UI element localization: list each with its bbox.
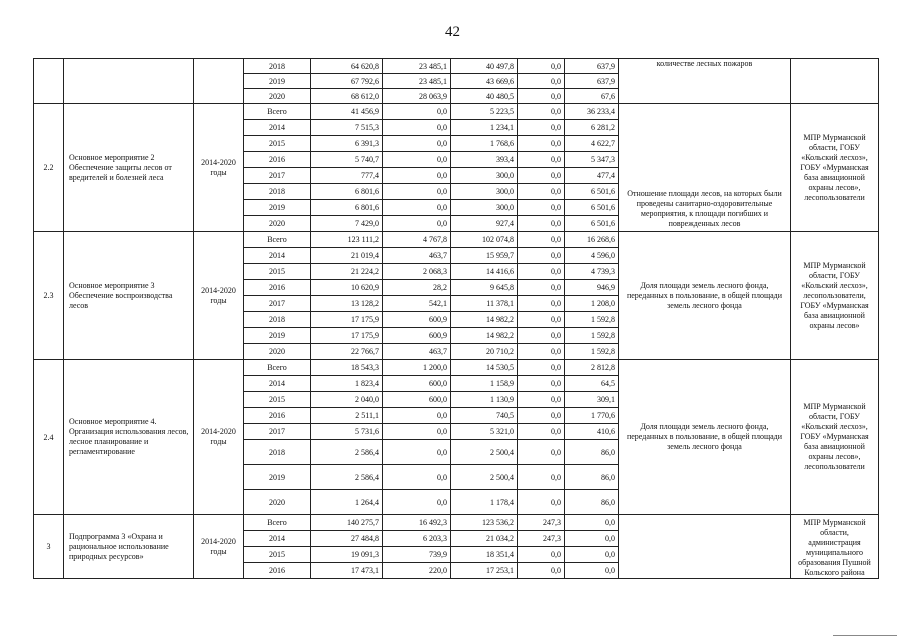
page-number: 42 [445, 24, 460, 40]
row-year: 2018 [244, 59, 311, 74]
program-table [33, 58, 878, 579]
row-value-c5: 0,0 [565, 547, 619, 563]
row-value-c5: 36 233,4 [565, 104, 619, 120]
scan-edge-line [833, 635, 897, 636]
row-value-c4: 247,3 [518, 531, 565, 547]
table-row [34, 515, 879, 531]
row-value-c1: 10 620,9 [311, 280, 383, 296]
row-value-c2: 0,0 [383, 200, 451, 216]
row-value-c3: 2 500,4 [451, 465, 518, 490]
row-value-c5: 0,0 [565, 563, 619, 579]
row-value-c4: 0,0 [518, 440, 565, 465]
table-row [34, 360, 879, 376]
row-value-c1: 67 792,6 [311, 74, 383, 89]
row-value-c1: 2 040,0 [311, 392, 383, 408]
row-value-c2: 0,0 [383, 216, 451, 232]
row-year: 2018 [244, 440, 311, 465]
row-value-c2: 0,0 [383, 104, 451, 120]
row-year: 2015 [244, 264, 311, 280]
row-year: 2016 [244, 152, 311, 168]
row-value-c4: 0,0 [518, 490, 565, 515]
row-value-c5: 1 592,8 [565, 344, 619, 360]
row-value-c5: 477,4 [565, 168, 619, 184]
row-year: 2015 [244, 392, 311, 408]
row-value-c1: 18 543,3 [311, 360, 383, 376]
row-value-c5: 16 268,6 [565, 232, 619, 248]
block-period: 2014-2020 годы [194, 360, 244, 515]
row-value-c3: 40 480,5 [451, 89, 518, 104]
row-value-c4: 0,0 [518, 168, 565, 184]
row-value-c1: 22 766,7 [311, 344, 383, 360]
row-value-c4: 0,0 [518, 104, 565, 120]
row-value-c4: 0,0 [518, 328, 565, 344]
row-value-c2: 1 200,0 [383, 360, 451, 376]
row-year: 2017 [244, 296, 311, 312]
row-value-c3: 300,0 [451, 200, 518, 216]
row-year: 2015 [244, 136, 311, 152]
row-value-c3: 21 034,2 [451, 531, 518, 547]
row-value-c5: 4 622,7 [565, 136, 619, 152]
row-value-c5: 2 812,8 [565, 360, 619, 376]
block-period: 2014-2020 годы [194, 104, 244, 232]
row-value-c1: 6 801,6 [311, 184, 383, 200]
block-responsible: МПР Мурманской области, ГОБУ «Кольский лесхоз», лесопользователи, ГОБУ «Мурманская база авиационной охраны лесов» [791, 232, 879, 360]
row-value-c3: 740,5 [451, 408, 518, 424]
row-value-c4: 0,0 [518, 184, 565, 200]
row-value-c3: 20 710,2 [451, 344, 518, 360]
block-code: 2.4 [34, 360, 64, 515]
row-year: Всего [244, 360, 311, 376]
row-value-c2: 0,0 [383, 120, 451, 136]
row-value-c3: 14 982,2 [451, 328, 518, 344]
row-value-c3: 40 497,8 [451, 59, 518, 74]
table-row [34, 104, 879, 120]
row-value-c5: 946,9 [565, 280, 619, 296]
row-value-c1: 1 264,4 [311, 490, 383, 515]
block-name: Основное мероприятие 4. Организация использования лесов, лесное планирование и регламентирование [64, 360, 194, 515]
row-value-c4: 0,0 [518, 344, 565, 360]
row-value-c2: 0,0 [383, 440, 451, 465]
row-value-c1: 2 586,4 [311, 440, 383, 465]
row-year: 2019 [244, 200, 311, 216]
row-value-c1: 27 484,8 [311, 531, 383, 547]
row-value-c1: 6 801,6 [311, 200, 383, 216]
row-value-c1: 13 128,2 [311, 296, 383, 312]
row-value-c1: 41 456,9 [311, 104, 383, 120]
row-value-c2: 4 767,8 [383, 232, 451, 248]
row-year: 2017 [244, 168, 311, 184]
row-value-c5: 0,0 [565, 515, 619, 531]
row-year: 2016 [244, 280, 311, 296]
row-value-c3: 9 645,8 [451, 280, 518, 296]
row-year: 2015 [244, 547, 311, 563]
row-value-c2: 600,0 [383, 392, 451, 408]
row-value-c4: 0,0 [518, 59, 565, 74]
table-row [34, 59, 879, 74]
row-year: 2014 [244, 376, 311, 392]
block-code: 2.3 [34, 232, 64, 360]
row-value-c4: 0,0 [518, 408, 565, 424]
row-value-c3: 5 223,5 [451, 104, 518, 120]
row-value-c2: 16 492,3 [383, 515, 451, 531]
row-value-c3: 43 669,6 [451, 74, 518, 89]
block-name: Основное мероприятие 3 Обеспечение воспроизводства лесов [64, 232, 194, 360]
row-value-c1: 2 511,1 [311, 408, 383, 424]
block-name [64, 59, 194, 104]
block-responsible: МПР Мурманской области, ГОБУ «Кольский лесхоз», ГОБУ «Мурманская база авиационной охраны лесов», лесопользователи [791, 360, 879, 515]
row-value-c2: 0,0 [383, 152, 451, 168]
row-value-c4: 0,0 [518, 216, 565, 232]
row-value-c4: 0,0 [518, 360, 565, 376]
row-value-c3: 18 351,4 [451, 547, 518, 563]
row-value-c5: 86,0 [565, 490, 619, 515]
row-value-c2: 0,0 [383, 168, 451, 184]
row-year: 2017 [244, 424, 311, 440]
row-value-c1: 777,4 [311, 168, 383, 184]
row-value-c1: 123 111,2 [311, 232, 383, 248]
block-code: 2.2 [34, 104, 64, 232]
row-value-c2: 23 485,1 [383, 74, 451, 89]
block-indicator: Доля площади земель лесного фонда, переданных в пользование, в общей площади земель лесного фонда [619, 360, 791, 515]
row-year: 2014 [244, 248, 311, 264]
block-code [34, 59, 64, 104]
row-value-c2: 0,0 [383, 408, 451, 424]
row-value-c2: 0,0 [383, 490, 451, 515]
row-value-c5: 6 501,6 [565, 184, 619, 200]
block-name: Подпрограмма 3 «Охрана и рациональное использование природных ресурсов» [64, 515, 194, 579]
row-value-c4: 0,0 [518, 248, 565, 264]
row-year: 2018 [244, 184, 311, 200]
row-value-c1: 1 823,4 [311, 376, 383, 392]
row-value-c5: 6 281,2 [565, 120, 619, 136]
row-value-c5: 6 501,6 [565, 200, 619, 216]
row-value-c1: 21 224,2 [311, 264, 383, 280]
row-value-c1: 7 515,3 [311, 120, 383, 136]
row-value-c1: 17 473,1 [311, 563, 383, 579]
row-year: 2019 [244, 465, 311, 490]
row-year: Всего [244, 515, 311, 531]
block-responsible: МПР Мурманской области, ГОБУ «Кольский лесхоз», ГОБУ «Мурманская база авиационной охраны лесов», лесопользователи [791, 104, 879, 232]
block-indicator: количестве лесных пожаров [619, 59, 791, 104]
row-value-c3: 300,0 [451, 184, 518, 200]
block-code: 3 [34, 515, 64, 579]
row-year: 2016 [244, 563, 311, 579]
row-year: 2020 [244, 490, 311, 515]
block-indicator: Доля площади земель лесного фонда, переданных в пользование, в общей площади земель лесного фонда [619, 232, 791, 360]
row-value-c2: 0,0 [383, 465, 451, 490]
row-value-c5: 67,6 [565, 89, 619, 104]
row-year: 2020 [244, 216, 311, 232]
row-value-c1: 6 391,3 [311, 136, 383, 152]
row-value-c4: 0,0 [518, 200, 565, 216]
row-value-c1: 5 731,6 [311, 424, 383, 440]
row-year: 2014 [244, 120, 311, 136]
row-value-c4: 0,0 [518, 89, 565, 104]
row-value-c4: 0,0 [518, 120, 565, 136]
row-value-c5: 86,0 [565, 440, 619, 465]
block-period [194, 59, 244, 104]
block-period: 2014-2020 годы [194, 232, 244, 360]
row-year: 2014 [244, 531, 311, 547]
row-value-c1: 17 175,9 [311, 328, 383, 344]
row-value-c5: 410,6 [565, 424, 619, 440]
block-responsible [791, 59, 879, 104]
row-value-c4: 0,0 [518, 296, 565, 312]
block-indicator [619, 515, 791, 579]
row-value-c5: 86,0 [565, 465, 619, 490]
row-value-c3: 14 416,6 [451, 264, 518, 280]
row-value-c5: 309,1 [565, 392, 619, 408]
row-value-c1: 5 740,7 [311, 152, 383, 168]
row-value-c1: 19 091,3 [311, 547, 383, 563]
row-year: 2019 [244, 74, 311, 89]
row-value-c4: 0,0 [518, 280, 565, 296]
row-value-c4: 0,0 [518, 264, 565, 280]
row-value-c4: 247,3 [518, 515, 565, 531]
row-value-c5: 637,9 [565, 74, 619, 89]
row-value-c2: 600,9 [383, 312, 451, 328]
block-name: Основное мероприятие 2 Обеспечение защиты лесов от вредителей и болезней леса [64, 104, 194, 232]
row-value-c4: 0,0 [518, 392, 565, 408]
row-value-c2: 2 068,3 [383, 264, 451, 280]
row-value-c4: 0,0 [518, 424, 565, 440]
row-value-c3: 14 530,5 [451, 360, 518, 376]
row-year: Всего [244, 104, 311, 120]
row-value-c4: 0,0 [518, 376, 565, 392]
row-value-c4: 0,0 [518, 465, 565, 490]
row-value-c2: 463,7 [383, 248, 451, 264]
row-year: Всего [244, 232, 311, 248]
row-value-c3: 123 536,2 [451, 515, 518, 531]
row-value-c3: 15 959,7 [451, 248, 518, 264]
block-period: 2014-2020 годы [194, 515, 244, 579]
row-value-c5: 1 208,0 [565, 296, 619, 312]
table-row [34, 232, 879, 248]
row-value-c2: 463,7 [383, 344, 451, 360]
block-responsible: МПР Мурманской области, администрация муниципального образования Пушной Кольского района [791, 515, 879, 579]
row-year: 2020 [244, 89, 311, 104]
row-value-c1: 140 275,7 [311, 515, 383, 531]
row-value-c3: 1 234,1 [451, 120, 518, 136]
row-value-c2: 0,0 [383, 184, 451, 200]
row-value-c3: 11 378,1 [451, 296, 518, 312]
row-value-c2: 542,1 [383, 296, 451, 312]
row-value-c5: 6 501,6 [565, 216, 619, 232]
row-year: 2016 [244, 408, 311, 424]
row-value-c3: 14 982,2 [451, 312, 518, 328]
row-value-c2: 600,9 [383, 328, 451, 344]
row-value-c4: 0,0 [518, 74, 565, 89]
row-value-c1: 17 175,9 [311, 312, 383, 328]
row-value-c4: 0,0 [518, 312, 565, 328]
row-value-c5: 1 770,6 [565, 408, 619, 424]
row-value-c5: 64,5 [565, 376, 619, 392]
row-value-c4: 0,0 [518, 232, 565, 248]
row-year: 2018 [244, 312, 311, 328]
row-value-c3: 1 178,4 [451, 490, 518, 515]
row-value-c5: 1 592,8 [565, 312, 619, 328]
row-value-c2: 28 063,9 [383, 89, 451, 104]
row-value-c2: 6 203,3 [383, 531, 451, 547]
row-value-c3: 1 158,9 [451, 376, 518, 392]
row-value-c5: 5 347,3 [565, 152, 619, 168]
row-value-c3: 1 768,6 [451, 136, 518, 152]
row-value-c4: 0,0 [518, 152, 565, 168]
row-value-c4: 0,0 [518, 563, 565, 579]
row-value-c5: 1 592,8 [565, 328, 619, 344]
row-value-c2: 28,2 [383, 280, 451, 296]
row-value-c2: 23 485,1 [383, 59, 451, 74]
row-value-c3: 927,4 [451, 216, 518, 232]
row-value-c5: 637,9 [565, 59, 619, 74]
row-value-c3: 393,4 [451, 152, 518, 168]
row-value-c1: 2 586,4 [311, 465, 383, 490]
row-value-c1: 68 612,0 [311, 89, 383, 104]
row-value-c1: 7 429,0 [311, 216, 383, 232]
row-value-c3: 102 074,8 [451, 232, 518, 248]
row-value-c3: 300,0 [451, 168, 518, 184]
row-value-c5: 0,0 [565, 531, 619, 547]
row-value-c3: 2 500,4 [451, 440, 518, 465]
row-value-c2: 600,0 [383, 376, 451, 392]
row-value-c2: 220,0 [383, 563, 451, 579]
block-indicator: Отношение площади лесов, на которых были проведены санитарно-оздоровительные мероприятия, к площади погибших и поврежденных лесов [619, 104, 791, 232]
row-value-c5: 4 596,0 [565, 248, 619, 264]
row-year: 2020 [244, 344, 311, 360]
row-value-c3: 5 321,0 [451, 424, 518, 440]
row-value-c3: 1 130,9 [451, 392, 518, 408]
row-value-c3: 17 253,1 [451, 563, 518, 579]
row-value-c1: 21 019,4 [311, 248, 383, 264]
row-value-c2: 0,0 [383, 136, 451, 152]
row-value-c4: 0,0 [518, 547, 565, 563]
row-year: 2019 [244, 328, 311, 344]
row-value-c4: 0,0 [518, 136, 565, 152]
row-value-c5: 4 739,3 [565, 264, 619, 280]
row-value-c1: 64 620,8 [311, 59, 383, 74]
row-value-c2: 739,9 [383, 547, 451, 563]
row-value-c2: 0,0 [383, 424, 451, 440]
